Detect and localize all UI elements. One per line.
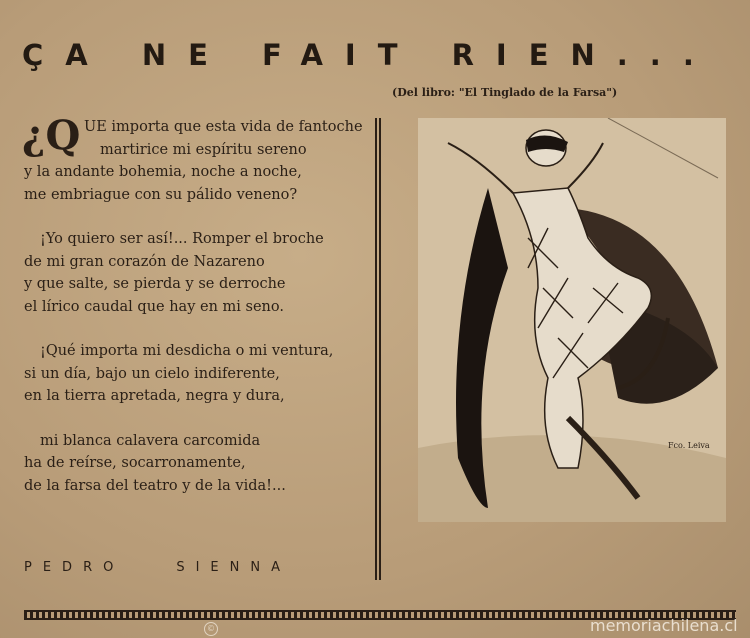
poem-line: en la tierra apretada, negra y dura, <box>24 388 285 404</box>
poem-line: y que salte, se pierda y se derroche <box>24 276 286 292</box>
poem-line: de mi gran corazón de Nazareno <box>24 253 265 270</box>
poem-line: ha de reírse, socarronamente, <box>24 455 246 471</box>
artist-signature: Fco. Leiva <box>668 441 710 450</box>
poem-line: de la farsa del teatro y de la vida!... <box>24 477 286 494</box>
poem-line: me embriague con su pálido veneno? <box>24 186 298 203</box>
poem-line: si un día, bajo un cielo indiferente, <box>24 365 280 382</box>
stanza-3 <box>24 340 374 408</box>
author-last-name: SIENNA <box>176 560 291 575</box>
poem-source: (Del libro: "El Tinglado de la Farsa") <box>392 86 618 99</box>
poem-line-text: UE importa que esta vida de fantoche <box>84 119 363 135</box>
poem-line: mi blanca calavera carcomida <box>40 432 261 449</box>
stanza-4 <box>24 430 374 498</box>
harlequin-illustration <box>418 118 726 522</box>
cc-license-icon: © <box>204 622 218 636</box>
poem-line: el lírico caudal que hay en mi seno. <box>24 298 284 315</box>
poem-line: ¡Yo quiero ser así!... Romper el broche <box>40 231 324 247</box>
poem-line: martirice mi espíritu sereno <box>100 141 307 158</box>
poem-title: ÇA NE FAIT RIEN... <box>22 38 716 72</box>
author-first-name: PEDRO <box>24 560 125 575</box>
poem-line: y la andante bohemia, noche a noche, <box>24 164 302 180</box>
stanza-1 <box>22 112 374 206</box>
poem-author <box>24 560 374 575</box>
watermark: memoriachilena.cl <box>590 616 738 635</box>
column-divider <box>375 118 381 580</box>
stanza-2 <box>24 228 374 318</box>
harlequin-drawing <box>418 118 726 522</box>
poem-line: ¡Qué importa mi desdicha o mi ventura, <box>40 343 334 359</box>
drop-cap: ¿Q <box>22 112 81 159</box>
poem-body <box>22 112 374 519</box>
